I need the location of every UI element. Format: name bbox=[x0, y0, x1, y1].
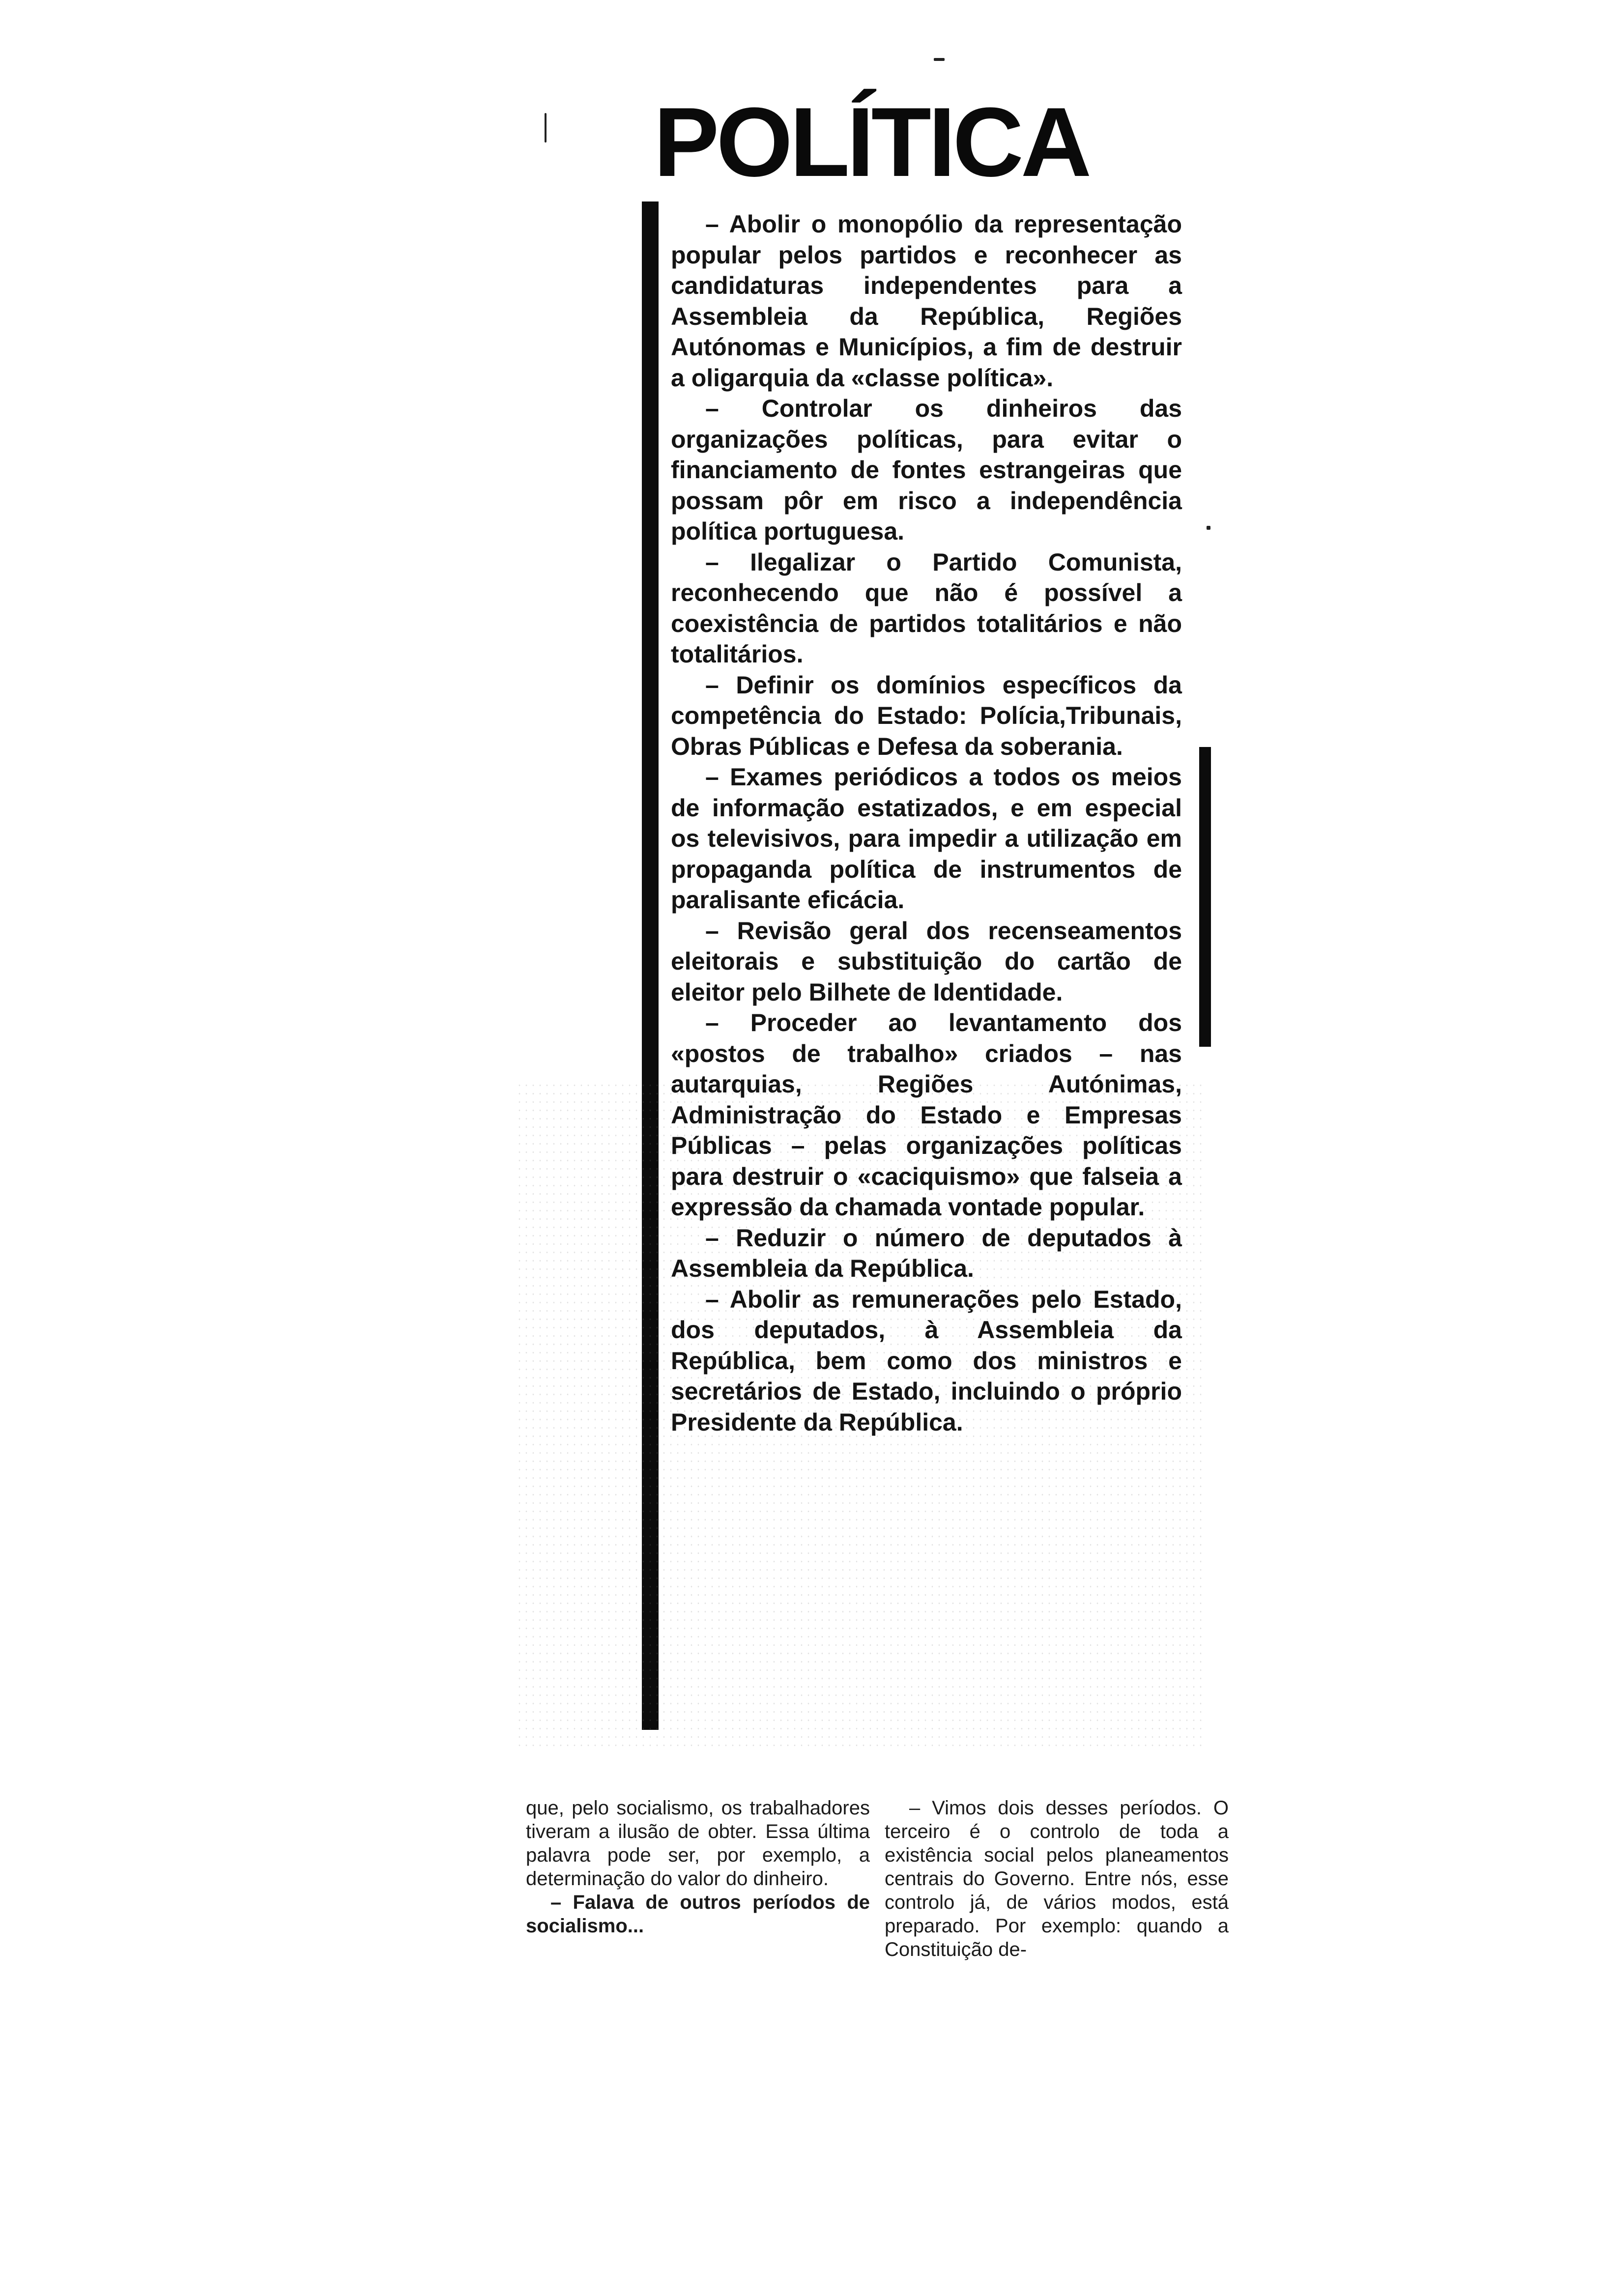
article-paragraph: – Controlar os dinheiros das organizações políticas, para evitar o financiamento de fontes estrangeiras que possam pôr em risco a independência política portuguesa. bbox=[671, 395, 1182, 545]
interview-answer: que, pelo socialismo, os trabalhadores tiveram a ilusão de obter. Essa última palavra pode ser, por exemplo, a determinação do valor do dinheiro. bbox=[526, 1797, 870, 1890]
article-paragraph: – Reduzir o número de deputados à Assembleia da República. bbox=[671, 1224, 1182, 1282]
article-paragraph: – Definir os domínios específicos da competência do Estado: Polícia,Tribunais, Obras Públicas e Defesa da soberania. bbox=[671, 671, 1182, 760]
scan-speck-left bbox=[545, 113, 547, 143]
interview-column-left bbox=[526, 1796, 870, 1938]
interview-column-right bbox=[885, 1796, 1229, 1961]
article-paragraph: – Proceder ao levantamento dos «postos de trabalho» criados – nas autarquias, Regiões Autónimas, Administração do Estado e Empresas Públicas – pelas organizações políticas para destruir o «caciquismo» que falseia a expressão da chamada vontade popular. bbox=[671, 1009, 1182, 1221]
article-body bbox=[671, 209, 1182, 1437]
section-title: POLÍTICA bbox=[654, 87, 1089, 197]
article-paragraph: – Ilegalizar o Partido Comunista, reconhecendo que não é possível a coexistência de partidos totalitários e não totalitários. bbox=[671, 548, 1182, 668]
interview-question: – Falava de outros períodos de socialismo... bbox=[526, 1892, 870, 1937]
scan-speck-right bbox=[1207, 526, 1210, 530]
interview-answer: – Vimos dois desses períodos. O terceiro é o controlo de toda a existência social pelos planeamentos centrais do Governo. Entre nós, esse controlo já, de vários modos, está preparado. Por exemplo: quando a Constituição de- bbox=[885, 1797, 1229, 1960]
article-paragraph: – Abolir as remunerações pelo Estado, dos deputados, à Assembleia da República, bem como dos ministros e secretários de Estado, incluindo o próprio Presidente da República. bbox=[671, 1285, 1182, 1436]
article-paragraph: – Exames periódicos a todos os meios de informação estatizados, e em especial os televisivos, para impedir a utilização em propaganda política de instrumentos de paralisante eficácia. bbox=[671, 763, 1182, 914]
article-paragraph: – Abolir o monopólio da representação popular pelos partidos e reconhecer as candidaturas independentes para a Assembleia da República, Regiões Autónomas e Municípios, a fim de destruir a oligarquia da «classe política». bbox=[671, 210, 1182, 392]
article-paragraph: – Revisão geral dos recenseamentos eleitorais e substituição do cartão de eleitor pelo Bilhete de Identidade. bbox=[671, 917, 1182, 1006]
scan-speck-top bbox=[934, 58, 945, 61]
column-rule-right bbox=[1199, 747, 1211, 1047]
